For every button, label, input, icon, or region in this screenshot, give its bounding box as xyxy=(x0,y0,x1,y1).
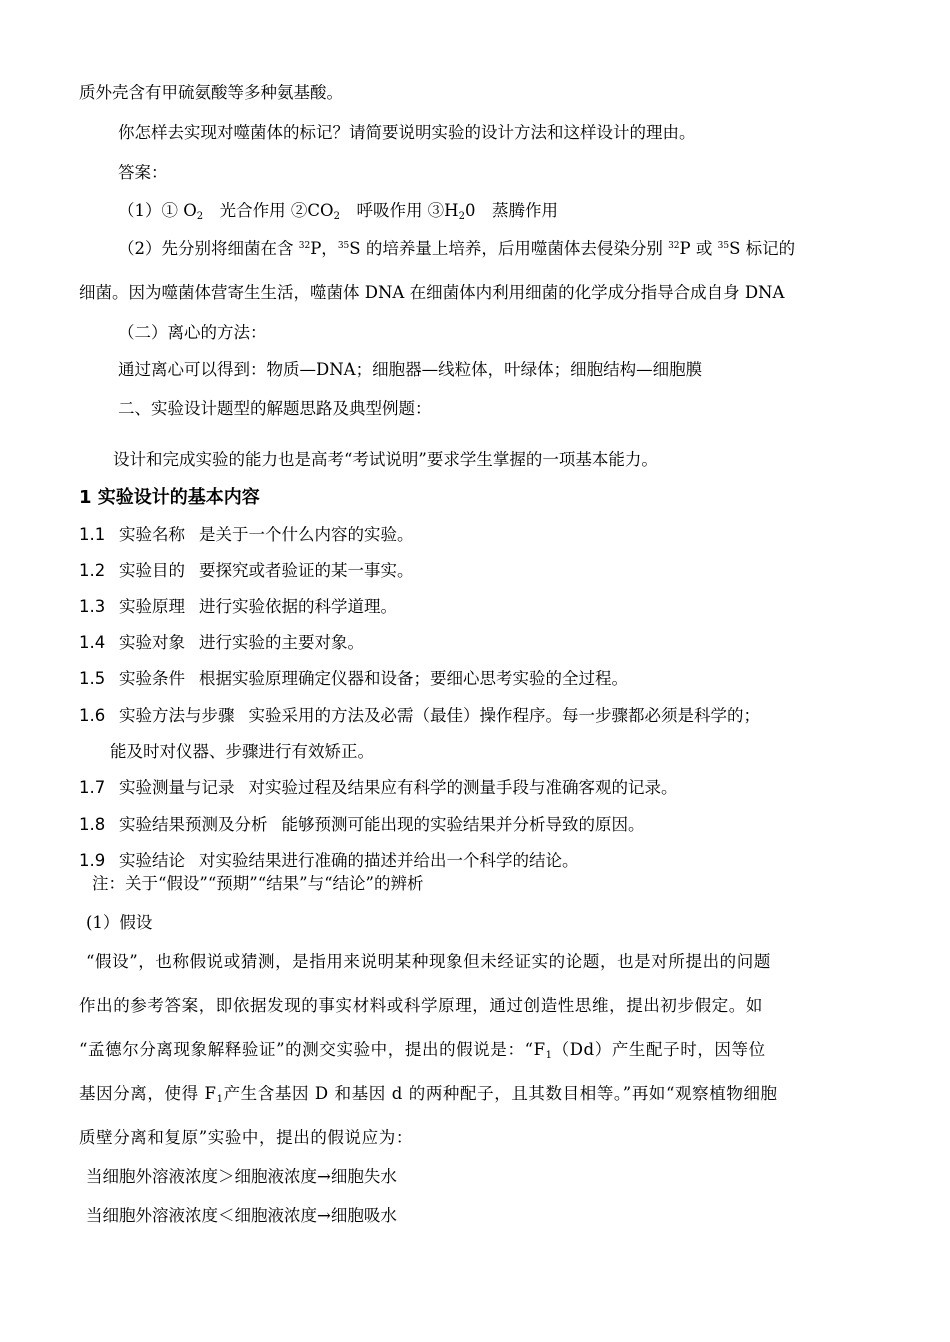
section-heading: 二、实验设计题型的解题思路及典型例题： xyxy=(118,399,432,418)
paragraph-line: 基因分离，使得 $F_1$产生含基因 D 和基因 d 的两种配子，且其数目相等。”再如“观察植物细胞 xyxy=(79,1084,778,1105)
answer-1: （1）① $O_2$ 光合作用 $②CO_2$ 呼吸作用 $③H_20$ 蒸腾作用 xyxy=(118,201,558,222)
paragraph-line: 质壁分离和复原”实验中，提出的假说应为： xyxy=(79,1128,413,1147)
list-item: 1.2 实验目的 要探究或者验证的某一事实。 xyxy=(79,561,414,580)
list-item: 1.1 实验名称 是关于一个什么内容的实验。 xyxy=(79,525,414,544)
list-item: 1.5 实验条件 根据实验原理确定仪器和设备；要细心思考实验的全过程。 xyxy=(79,669,628,688)
formula-line: 当细胞外溶液浓度＞细胞液浓度→细胞失水 xyxy=(86,1167,397,1186)
list-item: 1.4 实验对象 进行实验的主要对象。 xyxy=(79,633,364,652)
text-line: 细菌。因为噬菌体营寄生生活，噬菌体 DNA 在细菌体内利用细菌的化学成分指导合成自身 DNA xyxy=(79,283,785,302)
note-title: 注：关于“假设”“预期”“结果”与“结论”的辨析 xyxy=(92,874,424,893)
answer-2: （2）先分别将细菌在含 $^{32}$P，$^{35}$S 的培养量上培养，后用噬菌体去侵染分别 $^{32}$P 或 $^{35}$S 标记的 xyxy=(118,239,796,258)
paragraph-line: “假设”，也称假说或猜测，是指用来说明某种现象但未经证实的论题，也是对所提出的问题 xyxy=(86,952,771,971)
formula-line: 当细胞外溶液浓度＜细胞液浓度→细胞吸水 xyxy=(86,1206,397,1225)
page-heading: 1 实验设计的基本内容 xyxy=(79,487,260,508)
list-item: 1.9 实验结论 对实验结果进行准确的描述并给出一个科学的结论。 xyxy=(79,851,579,870)
list-item-continuation: 能及时对仪器、步骤进行有效矫正。 xyxy=(110,742,374,761)
text-line: 设计和完成实验的能力也是高考“考试说明”要求学生掌握的一项基本能力。 xyxy=(113,450,658,469)
text-line: 质外壳含有甲硫氨酸等多种氨基酸。 xyxy=(79,83,343,102)
note-subheading: (1）假设 xyxy=(86,913,153,932)
list-item: 1.6 实验方法与步骤 实验采用的方法及必需（最佳）操作程序。每一步骤都必须是科学的； xyxy=(79,706,760,725)
list-item: 1.7 实验测量与记录 对实验过程及结果应有科学的测量手段与准确客观的记录。 xyxy=(79,778,678,797)
paragraph-line: 作出的参考答案，即依据发现的事实材料或科学原理，通过创造性思维，提出初步假定。如 xyxy=(79,996,763,1015)
text-line: 你怎样去实现对噬菌体的标记？请简要说明实验的设计方法和这样设计的理由。 xyxy=(118,123,696,142)
paragraph-line: “孟德尔分离现象解释验证”的测交实验中，提出的假说是：“$F_1(Dd)$产生配子时，因等位 xyxy=(79,1040,766,1061)
list-item: 1.8 实验结果预测及分析 能够预测可能出现的实验结果并分析导致的原因。 xyxy=(79,815,645,834)
list-item: 1.3 实验原理 进行实验依据的科学道理。 xyxy=(79,597,397,616)
answer-label: 答案： xyxy=(118,163,168,182)
section-subheading: （二）离心的方法： xyxy=(118,323,267,342)
text-line: 通过离心可以得到：物质—DNA；细胞器—线粒体，叶绿体；细胞结构—细胞膜 xyxy=(118,360,703,379)
